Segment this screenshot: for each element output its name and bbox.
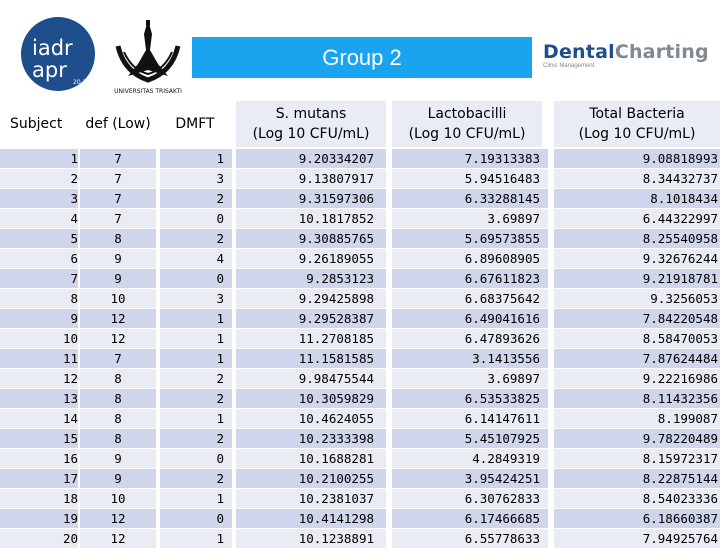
cell-def: 8 [80, 229, 156, 248]
table-row [0, 528, 720, 548]
cell-s-mutans: 9.13807917 [236, 169, 386, 188]
cell-subject: 5 [0, 229, 78, 248]
cell-def: 8 [80, 389, 156, 408]
cell-total-bacteria: 9.08818993 [554, 149, 720, 168]
apr-text: apr [32, 58, 67, 82]
cell-def: 12 [80, 529, 156, 548]
cell-def: 9 [80, 249, 156, 268]
cell-subject: 18 [0, 489, 78, 508]
cell-dmft: 2 [160, 189, 232, 208]
cell-s-mutans: 9.29425898 [236, 289, 386, 308]
cell-subject: 15 [0, 429, 78, 448]
cell-dmft: 3 [160, 169, 232, 188]
cell-lactobacilli: 6.33288145 [392, 189, 548, 208]
cell-dmft: 0 [160, 509, 232, 528]
table-row [0, 308, 720, 328]
dental-logo-subtitle: Clinic Management [543, 63, 595, 69]
cell-subject: 19 [0, 509, 78, 528]
cell-def: 12 [80, 329, 156, 348]
cell-dmft: 1 [160, 529, 232, 548]
col-header-total-bacteria: Total Bacteria (Log 10 CFU/mL) [554, 101, 720, 147]
table-row [0, 428, 720, 448]
year-badge: 20 19 [73, 79, 91, 86]
cell-def: 10 [80, 289, 156, 308]
cell-s-mutans: 10.4624055 [236, 409, 386, 428]
table-row [0, 208, 720, 228]
cell-total-bacteria: 6.18660387 [554, 509, 720, 528]
cell-lactobacilli: 6.89608905 [392, 249, 548, 268]
cell-subject: 9 [0, 309, 78, 328]
cell-dmft: 1 [160, 349, 232, 368]
cell-def: 7 [80, 149, 156, 168]
iadr-apr-logo [20, 14, 96, 94]
cell-s-mutans: 9.31597306 [236, 189, 386, 208]
cell-dmft: 0 [160, 269, 232, 288]
cell-s-mutans: 10.1238891 [236, 529, 386, 548]
cell-lactobacilli: 5.94516483 [392, 169, 548, 188]
cell-total-bacteria: 8.54023336 [554, 489, 720, 508]
cell-s-mutans: 10.2333398 [236, 429, 386, 448]
table-row [0, 188, 720, 208]
cell-subject: 12 [0, 369, 78, 388]
cell-dmft: 0 [160, 449, 232, 468]
cell-lactobacilli: 6.55778633 [392, 529, 548, 548]
cell-lactobacilli: 6.47893626 [392, 329, 548, 348]
cell-dmft: 2 [160, 229, 232, 248]
trisakti-caption: UNIVERSITAS TRISAKTI [114, 88, 182, 95]
cell-lactobacilli: 6.53533825 [392, 389, 548, 408]
cell-s-mutans: 9.26189055 [236, 249, 386, 268]
cell-dmft: 2 [160, 389, 232, 408]
cell-total-bacteria: 9.21918781 [554, 269, 720, 288]
cell-dmft: 4 [160, 249, 232, 268]
table-row [0, 348, 720, 368]
cell-total-bacteria: 8.199087 [554, 409, 720, 428]
cell-s-mutans: 11.2708185 [236, 329, 386, 348]
cell-subject: 6 [0, 249, 78, 268]
cell-def: 10 [80, 489, 156, 508]
cell-lactobacilli: 6.30762833 [392, 489, 548, 508]
cell-def: 9 [80, 469, 156, 488]
trisakti-logo [104, 16, 192, 98]
group-banner: Group 2 [192, 37, 532, 78]
cell-total-bacteria: 9.78220489 [554, 429, 720, 448]
cell-dmft: 1 [160, 309, 232, 328]
table-row [0, 148, 720, 168]
col-header-def: def (Low) [85, 116, 151, 132]
cell-total-bacteria: 8.58470053 [554, 329, 720, 348]
col-header-lactobacilli: Lactobacilli (Log 10 CFU/mL) [392, 101, 542, 147]
cell-lactobacilli: 3.1413556 [392, 349, 548, 368]
table-row [0, 368, 720, 388]
cell-dmft: 1 [160, 329, 232, 348]
cell-total-bacteria: 9.22216986 [554, 369, 720, 388]
cell-lactobacilli: 6.67611823 [392, 269, 548, 288]
cell-def: 7 [80, 169, 156, 188]
table-row [0, 168, 720, 188]
cell-subject: 2 [0, 169, 78, 188]
cell-subject: 20 [0, 529, 78, 548]
cell-subject: 4 [0, 209, 78, 228]
cell-lactobacilli: 6.17466685 [392, 509, 548, 528]
cell-subject: 8 [0, 289, 78, 308]
table-row [0, 248, 720, 268]
cell-lactobacilli: 3.69897 [392, 209, 548, 228]
cell-def: 12 [80, 509, 156, 528]
table-header [0, 101, 720, 147]
dental-charting-logo [543, 41, 713, 77]
cell-lactobacilli: 3.95424251 [392, 469, 548, 488]
cell-s-mutans: 10.3059829 [236, 389, 386, 408]
cell-lactobacilli: 6.68375642 [392, 289, 548, 308]
cell-total-bacteria: 8.15972317 [554, 449, 720, 468]
table-row [0, 328, 720, 348]
table-row [0, 228, 720, 248]
table-row [0, 288, 720, 308]
cell-def: 12 [80, 309, 156, 328]
col-header-subject: Subject [10, 116, 63, 132]
cell-lactobacilli: 5.69573855 [392, 229, 548, 248]
cell-subject: 17 [0, 469, 78, 488]
col-header-dmft: DMFT [175, 116, 215, 132]
cell-subject: 7 [0, 269, 78, 288]
cell-def: 7 [80, 209, 156, 228]
cell-dmft: 2 [160, 369, 232, 388]
cell-total-bacteria: 8.1018434 [554, 189, 720, 208]
cell-s-mutans: 9.29528387 [236, 309, 386, 328]
cell-lactobacilli: 6.14147611 [392, 409, 548, 428]
cell-total-bacteria: 9.32676244 [554, 249, 720, 268]
cell-subject: 1 [0, 149, 78, 168]
cell-lactobacilli: 4.2849319 [392, 449, 548, 468]
cell-def: 8 [80, 369, 156, 388]
cell-total-bacteria: 8.22875144 [554, 469, 720, 488]
cell-lactobacilli: 6.49041616 [392, 309, 548, 328]
cell-lactobacilli: 3.69897 [392, 369, 548, 388]
cell-total-bacteria: 8.34432737 [554, 169, 720, 188]
cell-s-mutans: 9.30885765 [236, 229, 386, 248]
cell-def: 8 [80, 409, 156, 428]
cell-subject: 3 [0, 189, 78, 208]
table-row [0, 448, 720, 468]
cell-def: 7 [80, 349, 156, 368]
cell-def: 7 [80, 189, 156, 208]
table-row [0, 268, 720, 288]
cell-s-mutans: 11.1581585 [236, 349, 386, 368]
cell-s-mutans: 10.1688281 [236, 449, 386, 468]
cell-def: 9 [80, 449, 156, 468]
cell-lactobacilli: 5.45107925 [392, 429, 548, 448]
table-row [0, 468, 720, 488]
cell-total-bacteria: 6.44322997 [554, 209, 720, 228]
cell-total-bacteria: 7.84220548 [554, 309, 720, 328]
cell-dmft: 2 [160, 429, 232, 448]
cell-dmft: 2 [160, 469, 232, 488]
cell-subject: 10 [0, 329, 78, 348]
cell-def: 8 [80, 429, 156, 448]
dental-logo-word2: Charting [614, 41, 709, 63]
cell-subject: 16 [0, 449, 78, 468]
cell-total-bacteria: 9.3256053 [554, 289, 720, 308]
cell-s-mutans: 10.2381037 [236, 489, 386, 508]
cell-subject: 13 [0, 389, 78, 408]
table-row [0, 488, 720, 508]
cell-s-mutans: 10.1817852 [236, 209, 386, 228]
cell-lactobacilli: 7.19313383 [392, 149, 548, 168]
cell-subject: 11 [0, 349, 78, 368]
table-row [0, 388, 720, 408]
cell-s-mutans: 9.98475544 [236, 369, 386, 388]
cell-dmft: 1 [160, 409, 232, 428]
cell-s-mutans: 10.2100255 [236, 469, 386, 488]
col-header-s-mutans: S. mutans (Log 10 CFU/mL) [236, 101, 386, 147]
cell-s-mutans: 9.20334207 [236, 149, 386, 168]
cell-dmft: 1 [160, 149, 232, 168]
table-row [0, 408, 720, 428]
table-body [0, 148, 720, 548]
dental-logo-word1: Dental [543, 41, 615, 63]
cell-dmft: 0 [160, 209, 232, 228]
cell-total-bacteria: 7.94925764 [554, 529, 720, 548]
cell-dmft: 1 [160, 489, 232, 508]
cell-s-mutans: 10.4141298 [236, 509, 386, 528]
table-row [0, 508, 720, 528]
cell-total-bacteria: 8.25540958 [554, 229, 720, 248]
iadr-text: iadr [32, 36, 73, 60]
cell-s-mutans: 9.2853123 [236, 269, 386, 288]
cell-subject: 14 [0, 409, 78, 428]
cell-total-bacteria: 7.87624484 [554, 349, 720, 368]
cell-total-bacteria: 8.11432356 [554, 389, 720, 408]
cell-def: 9 [80, 269, 156, 288]
cell-dmft: 3 [160, 289, 232, 308]
